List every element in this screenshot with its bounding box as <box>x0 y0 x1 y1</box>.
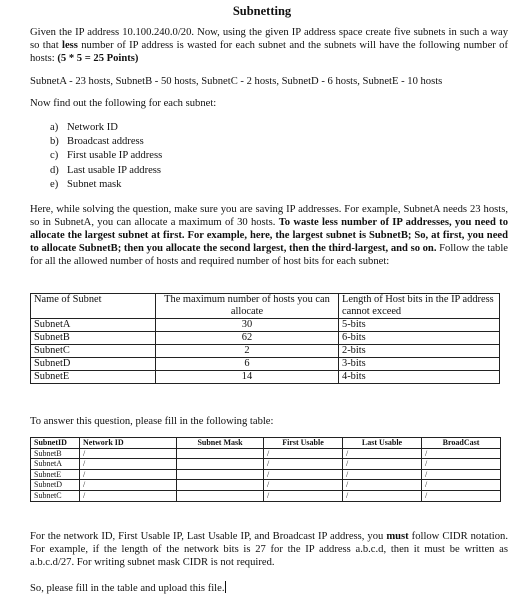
table-cell: SubnetD <box>31 358 156 371</box>
table-header: Network ID <box>80 438 177 449</box>
table-row <box>31 319 500 332</box>
first-usable-input[interactable]: / <box>264 490 343 501</box>
network-id-input[interactable]: / <box>80 469 177 480</box>
requirements-list <box>50 121 162 192</box>
table-cell: 62 <box>156 332 339 345</box>
table-row <box>31 490 501 501</box>
first-usable-input[interactable]: / <box>264 448 343 459</box>
broadcast-input[interactable]: / <box>422 480 501 491</box>
table-cell: SubnetE <box>31 469 80 480</box>
table-cell: 2 <box>156 345 339 358</box>
table-cell: SubnetC <box>31 345 156 358</box>
table-cell: SubnetC <box>31 490 80 501</box>
network-id-input[interactable]: / <box>80 480 177 491</box>
list-item: b) Broadcast address <box>50 136 144 148</box>
table-header: First Usable <box>264 438 343 449</box>
last-usable-input[interactable]: / <box>343 459 422 470</box>
table-row <box>31 345 500 358</box>
network-id-input[interactable]: / <box>80 490 177 501</box>
list-item: c) First usable IP address <box>50 150 163 162</box>
table-cell: SubnetB <box>31 448 80 459</box>
intro-paragraph: Given the IP address 10.100.240.0/20. Now, using the given IP address space create five subnets in such a way so that less number of IP address is wasted for each subnet and the subnets will have the following number of hosts: (5 * 5 = 25 Points) <box>30 27 508 65</box>
last-usable-input[interactable]: / <box>343 469 422 480</box>
last-usable-input[interactable]: / <box>343 480 422 491</box>
table-header: SubnetID <box>31 438 80 449</box>
table-header-row <box>31 294 500 319</box>
table-cell: SubnetA <box>31 459 80 470</box>
table-header: Name of Subnet <box>31 294 156 319</box>
first-usable-input[interactable]: / <box>264 459 343 470</box>
host-bits-table <box>30 293 500 384</box>
instructions-paragraph: Here, while solving the question, make sure you are saving IP addresses. For example, SubnetA needs 23 hosts, so in SubnetA, you can allocate a maximum of 30 hosts. To waste less number of IP addresses, you need to allocate the largest subnet at first. For example, here, the largest subnet is SubnetB; So, at first, you need to allocate SubnetB; then you allocate the second largest, then the third-largest, and so on. Follow the table for all the allowed number of hosts and required number of host bits for each subnet: <box>30 204 509 268</box>
page-title: Subnetting <box>232 4 292 18</box>
table-cell: SubnetB <box>31 332 156 345</box>
table-header-row <box>31 438 501 449</box>
list-item: d) Last usable IP address <box>50 164 162 176</box>
table-header: The maximum number of hosts you can allocate <box>156 294 339 319</box>
table-cell: SubnetD <box>31 480 80 491</box>
table-row <box>31 480 501 491</box>
subnet-mask-input[interactable] <box>177 448 264 459</box>
table-header: BroadCast <box>422 438 501 449</box>
table-row <box>31 448 501 459</box>
table-header: Subnet Mask <box>177 438 264 449</box>
hosts-line: SubnetA - 23 hosts, SubnetB - 50 hosts, SubnetC - 2 hosts, SubnetD - 6 hosts, SubnetE - 10 hosts <box>30 76 443 87</box>
table-cell: 6 <box>156 358 339 371</box>
broadcast-input[interactable]: / <box>422 490 501 501</box>
last-usable-input[interactable]: / <box>343 490 422 501</box>
find-line: Now find out the following for each subnet: <box>30 98 217 109</box>
table-cell: 5-bits <box>339 319 500 332</box>
table-header: Length of Host bits in the IP address cannot exceed <box>339 294 500 319</box>
broadcast-input[interactable]: / <box>422 469 501 480</box>
network-id-input[interactable]: / <box>80 448 177 459</box>
subnet-mask-input[interactable] <box>177 480 264 491</box>
last-usable-input[interactable]: / <box>343 448 422 459</box>
subnet-mask-input[interactable] <box>177 490 264 501</box>
text-cursor <box>225 581 226 593</box>
table-row <box>31 358 500 371</box>
table-cell: 4-bits <box>339 371 500 384</box>
table-row <box>31 371 500 384</box>
table-row <box>31 469 501 480</box>
table-cell: SubnetA <box>31 319 156 332</box>
first-usable-input[interactable]: / <box>264 469 343 480</box>
final-line[interactable]: So, please fill in the table and upload this file. <box>30 583 225 594</box>
table-cell: 14 <box>156 371 339 384</box>
cidr-note-paragraph: For the network ID, First Usable IP, Last Usable IP, and Broadcast IP address, you must follow CIDR notation. For example, if the length of the network bits is 27 for the IP address a.b.c.d, then it must be written as a.b.c.d/27. For writing subnet mask CIDR is not required. <box>30 531 508 569</box>
list-item: a) Network ID <box>50 122 118 133</box>
table-row <box>31 332 500 345</box>
table-cell: 6-bits <box>339 332 500 345</box>
subnet-mask-input[interactable] <box>177 469 264 480</box>
table-cell: 2-bits <box>339 345 500 358</box>
table-cell: 30 <box>156 319 339 332</box>
table-row <box>31 459 501 470</box>
broadcast-input[interactable]: / <box>422 448 501 459</box>
table-cell: 3-bits <box>339 358 500 371</box>
answer-table <box>30 437 501 502</box>
answer-line: To answer this question, please fill in the following table: <box>30 416 274 427</box>
table-cell: SubnetE <box>31 371 156 384</box>
list-item: e) Subnet mask <box>50 178 122 190</box>
network-id-input[interactable]: / <box>80 459 177 470</box>
subnet-mask-input[interactable] <box>177 459 264 470</box>
first-usable-input[interactable]: / <box>264 480 343 491</box>
table-header: Last Usable <box>343 438 422 449</box>
broadcast-input[interactable]: / <box>422 459 501 470</box>
